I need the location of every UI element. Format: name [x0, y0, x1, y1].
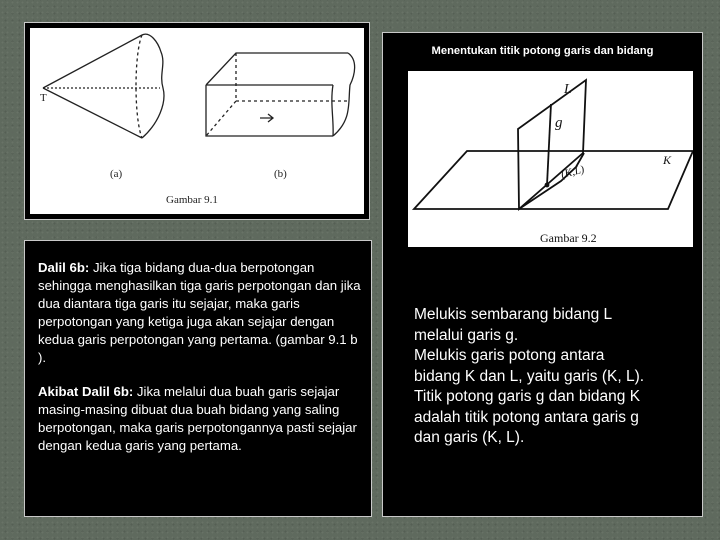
- figure-9-2-caption: Gambar 9.2: [540, 231, 597, 245]
- figure-9-1-drawing: [30, 28, 364, 214]
- right-text-line-6: adalah titik potong antara garis g: [414, 408, 639, 426]
- figure-9-2-drawing: [408, 71, 693, 247]
- right-text-line-3: Melukis garis potong antara: [414, 347, 605, 364]
- figure-9-1-caption: Gambar 9.1: [166, 194, 218, 206]
- figure-9-2-label-k: K: [663, 153, 672, 167]
- prism-drawing: [206, 53, 355, 136]
- right-panel: [382, 32, 703, 517]
- akibat-dalil-paragraph: [38, 383, 361, 455]
- figure-9-1-label-b: (b): [274, 168, 287, 180]
- figure-9-2-label-g: g: [555, 115, 563, 131]
- right-text-line-7: dan garis (K, L).: [414, 429, 525, 446]
- right-text-line-2: melalui garis g.: [414, 326, 519, 344]
- right-panel-title: Menentukan titik potong garis dan bidang: [431, 45, 654, 57]
- figure-9-2-label-l: L: [564, 82, 572, 97]
- right-text-line-5: Titik potong garis g dan bidang K: [414, 388, 641, 405]
- cone-drawing: [43, 34, 164, 138]
- figure-9-1-panel: [24, 22, 370, 220]
- dalil-panel: [24, 240, 372, 517]
- akibat-dalil-heading: Akibat Dalil 6b:: [38, 384, 134, 399]
- dalil-6b-heading: Dalil 6b:: [38, 260, 90, 275]
- figure-9-2: [408, 71, 693, 247]
- figure-9-1: [30, 28, 364, 214]
- dalil-6b-text: Jika tiga bidang dua-dua berpotongan sehingga menghasilkan tiga garis perpotongan dan jika dua diantara tiga garis itu sejajar, maka garis perpotongan yang ketiga juga akan sejajar dengan kedua garis perpotongan yang pertama. (gambar 9.1 b ).: [38, 260, 361, 365]
- dalil-6b-paragraph: [38, 259, 361, 367]
- figure-9-2-label-kl: (K,L): [559, 163, 586, 181]
- akibat-dalil-text: Jika melalui dua buah garis sejajar masing-masing dibuat dua buah bidang yang saling berpotongan, maka garis perpotongannya pasti sejajar dengan kedua garis yang pertama.: [38, 384, 357, 453]
- planes-drawing: [414, 80, 693, 209]
- intersection-point: [545, 183, 550, 188]
- point-t-label: T: [40, 92, 47, 104]
- right-text-line-1: Melukis sembarang bidang L: [414, 306, 613, 323]
- right-text-line-4: bidang K dan L, yaitu garis (K, L).: [414, 367, 645, 385]
- figure-9-1-label-a: (a): [110, 168, 123, 180]
- right-panel-text: [414, 305, 698, 449]
